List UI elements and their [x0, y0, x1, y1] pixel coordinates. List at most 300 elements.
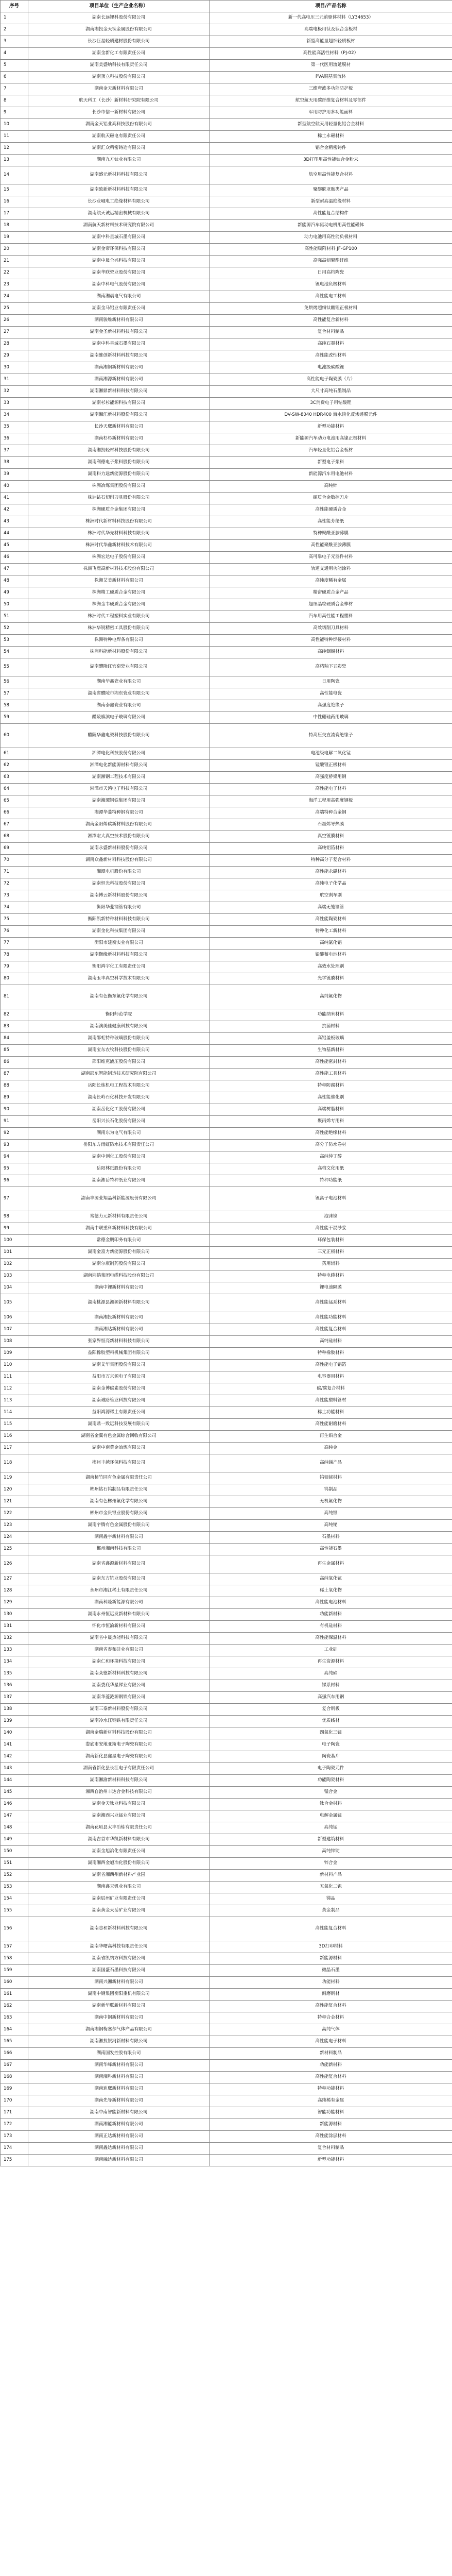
table-row — [1, 1021, 452, 1033]
row-index: 101 — [1, 1247, 28, 1259]
row-unit: 湖南宝东农牧科技股份有限公司 — [28, 1045, 210, 1057]
table-row — [1, 1128, 452, 1140]
row-index: 94 — [1, 1151, 28, 1163]
table-row — [1, 926, 452, 938]
row-index: 146 — [1, 1799, 28, 1810]
row-product: 稀土永磁材料 — [210, 131, 452, 143]
row-product: 新型耐高温绝缘材料 — [210, 196, 452, 208]
table-row — [1, 1080, 452, 1092]
row-product: 新材料产品 — [210, 1870, 452, 1882]
row-index: 141 — [1, 1739, 28, 1751]
row-product: 光学镀膜材料 — [210, 973, 452, 985]
row-unit: 湖南顶立科技股份有限公司 — [28, 72, 210, 83]
row-unit: 湖南中联重科新材料科技有限公司 — [28, 1223, 210, 1235]
row-product: 新能源材料 — [210, 2119, 452, 2131]
row-product: 三元正极材料 — [210, 1247, 452, 1259]
row-unit: 湖南湘投轻材科技股份有限公司 — [28, 445, 210, 457]
row-unit: 湖南省凯纳方科技有限公司 — [28, 1953, 210, 1965]
table-header-row — [1, 1, 452, 12]
row-unit: 湖南中晟全兴科技有限公司 — [28, 256, 210, 267]
row-product: 功能陶瓷材料 — [210, 1775, 452, 1787]
table-row — [1, 1555, 452, 1573]
row-index: 4 — [1, 48, 28, 60]
table-row — [1, 1763, 452, 1775]
row-product: 功能新材料 — [210, 2060, 452, 2072]
table-row — [1, 878, 452, 890]
row-index: 102 — [1, 1259, 28, 1270]
row-unit: 衡阳鸿宇化工有限责任公司 — [28, 961, 210, 973]
table-row — [1, 398, 452, 410]
row-product: 高端电极用钛及钛合金板材 — [210, 24, 452, 36]
row-unit: 湘潭市天鸿电子科技有限公司 — [28, 784, 210, 795]
table-row — [1, 2048, 452, 2060]
row-unit: 湖南长岭石化科技开发有限公司 — [28, 1092, 210, 1104]
row-product: 高纯锌 — [210, 481, 452, 493]
row-index: 93 — [1, 1140, 28, 1151]
table-row — [1, 410, 452, 421]
row-unit: 湖南玉丰真空科学技术有限公司 — [28, 973, 210, 985]
row-index: 33 — [1, 398, 28, 410]
row-index: 68 — [1, 831, 28, 843]
row-unit: 湖南新华联新材料有限公司 — [28, 2001, 210, 2012]
row-index: 66 — [1, 807, 28, 819]
row-unit: 湘潭电机股份有限公司 — [28, 867, 210, 878]
row-index: 140 — [1, 1727, 28, 1739]
row-unit: 湖南湘投银河新材料有限公司 — [28, 2036, 210, 2048]
row-unit: 湖南金圣新材料科技有限公司 — [28, 327, 210, 338]
row-product: 高性能复合材料 — [210, 1917, 452, 1941]
row-unit: 衡阳市建衡实业有限公司 — [28, 938, 210, 950]
row-unit: 湖南先导新材料有限公司 — [28, 2095, 210, 2107]
row-product: 海洋工程用高强度钢板 — [210, 795, 452, 807]
row-unit: 株洲时代华先材料科技有限公司 — [28, 528, 210, 540]
row-product: 轨道交通用功能涂料 — [210, 564, 452, 575]
row-index: 67 — [1, 819, 28, 831]
table-row — [1, 2119, 452, 2131]
row-index: 164 — [1, 2024, 28, 2036]
row-index: 170 — [1, 2095, 28, 2107]
table-row — [1, 2107, 452, 2119]
table-row — [1, 374, 452, 386]
table-body — [1, 12, 452, 2166]
row-product: 功能纳米材料 — [210, 1009, 452, 1021]
row-product: 锑系材料 — [210, 1680, 452, 1692]
row-index: 158 — [1, 1953, 28, 1965]
row-index: 171 — [1, 2107, 28, 2119]
row-index: 46 — [1, 552, 28, 564]
row-unit: 湖南永盛新材料股份有限公司 — [28, 843, 210, 855]
row-index: 95 — [1, 1163, 28, 1175]
table-row — [1, 760, 452, 772]
table-row — [1, 1597, 452, 1609]
table-row — [1, 1407, 452, 1419]
row-unit: 湖南有色衡东氟化学有限公司 — [28, 985, 210, 1009]
row-unit: 湖南湘能新材料有限公司 — [28, 2119, 210, 2131]
row-unit: 湖南湘晨电气有限公司 — [28, 291, 210, 303]
table-row — [1, 12, 452, 24]
table-row — [1, 184, 452, 196]
row-unit: 长沙业城电工绝缘材料有限公司 — [28, 196, 210, 208]
row-unit: 湖南博云新材料股份有限公司 — [28, 890, 210, 902]
row-product: 再生铅合金 — [210, 1431, 452, 1443]
row-unit: 湖南中钢新材料有限公司 — [28, 2012, 210, 2024]
row-product: 高性能电子铝箔 — [210, 1360, 452, 1371]
table-row — [1, 1810, 452, 1822]
table-row — [1, 950, 452, 961]
row-unit: 怀化市恒渝新材料有限公司 — [28, 1621, 210, 1633]
row-index: 88 — [1, 1080, 28, 1092]
row-index: 65 — [1, 795, 28, 807]
row-index: 43 — [1, 516, 28, 528]
row-product: 聚醚酰亚胺类产品 — [210, 184, 452, 196]
row-product: 汽车用高性能工程塑料 — [210, 611, 452, 623]
row-product: 高纯铟锡材料 — [210, 647, 452, 658]
row-product: 高性能保温材料 — [210, 1633, 452, 1645]
row-unit: 湖南美盛纳科技有限责任公司 — [28, 60, 210, 72]
row-product: 特种聚酰亚胺薄膜 — [210, 528, 452, 540]
table-row — [1, 2095, 452, 2107]
row-unit: 醴陵旗滨电子玻璃有限公司 — [28, 712, 210, 724]
row-index: 2 — [1, 24, 28, 36]
table-row — [1, 1443, 452, 1454]
row-product: 高性能复合结构件 — [210, 208, 452, 220]
row-unit: 湖南众德新材料科技有限公司 — [28, 1668, 210, 1680]
table-row — [1, 1175, 452, 1187]
table-row — [1, 208, 452, 220]
row-product: 高性能陶瓷材料 — [210, 914, 452, 926]
table-row — [1, 1057, 452, 1069]
row-product: 电子陶瓷元件 — [210, 1763, 452, 1775]
row-unit: 湖南东为电气有限公司 — [28, 1128, 210, 1140]
row-index: 78 — [1, 950, 28, 961]
table-row — [1, 166, 452, 184]
table-row — [1, 676, 452, 688]
table-row — [1, 48, 452, 60]
table-row — [1, 1211, 452, 1223]
row-unit: 湖南兴湘新材料有限公司 — [28, 1977, 210, 1989]
table-row — [1, 516, 452, 528]
table-row — [1, 1348, 452, 1360]
row-product: 电池级碳酸锂 — [210, 362, 452, 374]
row-unit: 长沙天鹰新材料有限公司 — [28, 421, 210, 433]
row-index: 56 — [1, 676, 28, 688]
table-row — [1, 1383, 452, 1395]
row-index: 144 — [1, 1775, 28, 1787]
row-product: 高性能塑料管材 — [210, 1395, 452, 1407]
row-index: 155 — [1, 1905, 28, 1917]
table-row — [1, 1905, 452, 1917]
row-index: 59 — [1, 712, 28, 724]
row-unit: 湖南湘源新材料有限公司 — [28, 374, 210, 386]
table-row — [1, 493, 452, 504]
row-product: 新材料制品 — [210, 2048, 452, 2060]
row-index: 40 — [1, 481, 28, 493]
row-index: 124 — [1, 1532, 28, 1544]
row-product: 高纯铝箔材料 — [210, 843, 452, 855]
table-row — [1, 623, 452, 635]
row-unit: 湖南永州恒远发新材料有限公司 — [28, 1609, 210, 1621]
row-product: 高效水处理剂 — [210, 961, 452, 973]
row-index: 31 — [1, 374, 28, 386]
row-product: 3D打印用高性能钛合金粉末 — [210, 155, 452, 166]
table-row — [1, 155, 452, 166]
table-row — [1, 1751, 452, 1763]
table-row — [1, 688, 452, 700]
row-product: 电池级电解二氧化锰 — [210, 748, 452, 760]
row-product: 特种橡胶材料 — [210, 1348, 452, 1360]
row-unit: 湖南金旭冶化有限责任公司 — [28, 1846, 210, 1858]
row-unit: 湖南维创新材料科技有限公司 — [28, 350, 210, 362]
row-unit: 湖南汇众精密铸造有限公司 — [28, 143, 210, 155]
row-unit: 湖南众鑫新材料科技股份有限公司 — [28, 855, 210, 867]
row-index: 114 — [1, 1407, 28, 1419]
row-index: 160 — [1, 1977, 28, 1989]
row-index: 83 — [1, 1021, 28, 1033]
row-product: 3C消费电子用钴酸锂 — [210, 398, 452, 410]
table-row — [1, 712, 452, 724]
row-product: 石墨烯导热膜 — [210, 819, 452, 831]
row-unit: 湖南邵东智能制造技术研究院有限公司 — [28, 1069, 210, 1080]
row-index: 106 — [1, 1312, 28, 1324]
table-row — [1, 1727, 452, 1739]
row-product: 有机硅材料 — [210, 1621, 452, 1633]
row-index: 60 — [1, 724, 28, 748]
table-row — [1, 831, 452, 843]
row-unit: 湖南湘渝新材料科技有限公司 — [28, 1775, 210, 1787]
row-index: 117 — [1, 1443, 28, 1454]
row-product: 高纯硅材料 — [210, 1336, 452, 1348]
row-index: 39 — [1, 469, 28, 481]
row-unit: 湖南泰鑫瓷业有限公司 — [28, 700, 210, 712]
row-product: 汽车轻量化铝合金板材 — [210, 445, 452, 457]
row-index: 133 — [1, 1645, 28, 1656]
row-index: 51 — [1, 611, 28, 623]
row-index: 81 — [1, 985, 28, 1009]
row-unit: 醴陵华鑫电瓷科技股份有限公司 — [28, 724, 210, 748]
row-product: 锂离子电池材料 — [210, 1187, 452, 1211]
row-index: 62 — [1, 760, 28, 772]
table-row — [1, 1893, 452, 1905]
row-index: 99 — [1, 1223, 28, 1235]
table-row — [1, 72, 452, 83]
row-index: 154 — [1, 1893, 28, 1905]
row-product: 电子陶瓷 — [210, 1739, 452, 1751]
table-row — [1, 24, 452, 36]
row-unit: 湖南金化科技集团有限公司 — [28, 926, 210, 938]
row-index: 125 — [1, 1544, 28, 1555]
table-row — [1, 2012, 452, 2024]
row-index: 134 — [1, 1656, 28, 1668]
row-index: 153 — [1, 1882, 28, 1893]
row-unit: 湖南致新新材料科技有限公司 — [28, 184, 210, 196]
row-product: 高档釉下五彩瓷 — [210, 658, 452, 676]
row-unit: 湖南科隆新能源有限公司 — [28, 1597, 210, 1609]
table-row — [1, 1775, 452, 1787]
table-row — [1, 1645, 452, 1656]
row-index: 108 — [1, 1336, 28, 1348]
table-row — [1, 784, 452, 795]
row-index: 24 — [1, 291, 28, 303]
row-unit: 益阳橡胶塑料机械集团有限公司 — [28, 1348, 210, 1360]
row-unit: 张家界恒亮新材料科技有限公司 — [28, 1336, 210, 1348]
row-product: 新型航空航天用轻量化铝合金材料 — [210, 119, 452, 131]
row-product: 耐磨钢材 — [210, 1989, 452, 2001]
row-product: 大尺寸高纯石墨制品 — [210, 386, 452, 398]
row-unit: 湖南湘钢新材料有限公司 — [28, 362, 210, 374]
row-index: 30 — [1, 362, 28, 374]
row-product: 高性能功能材料 — [210, 1312, 452, 1324]
table-row — [1, 1312, 452, 1324]
row-product: 精密硬质合金产品 — [210, 587, 452, 599]
table-row — [1, 647, 452, 658]
row-unit: 湖南湘江新材料股份有限公司 — [28, 410, 210, 421]
row-product: 高性能特种焊接材料 — [210, 635, 452, 647]
table-row — [1, 504, 452, 516]
row-index: 32 — [1, 386, 28, 398]
row-unit: 湖南杉杉新材料有限公司 — [28, 433, 210, 445]
row-product: 特高压交直流瓷绝缘子 — [210, 724, 452, 748]
row-product: 高性能绝缘材料 — [210, 1128, 452, 1140]
row-product: 新型高能量超细轻质板材 — [210, 36, 452, 48]
row-unit: 湖南澳美佳健康科技有限公司 — [28, 1021, 210, 1033]
table-row — [1, 807, 452, 819]
row-index: 98 — [1, 1211, 28, 1223]
row-unit: 湘西自治州丰达合金科技有限公司 — [28, 1787, 210, 1799]
row-unit: 湖南金天新材料有限公司 — [28, 83, 210, 95]
row-index: 142 — [1, 1751, 28, 1763]
row-index: 19 — [1, 232, 28, 244]
row-unit: 湖南国盛石墨科技有限公司 — [28, 1965, 210, 1977]
row-product: 高性能芳纶纸 — [210, 516, 452, 528]
row-index: 121 — [1, 1496, 28, 1508]
row-index: 152 — [1, 1870, 28, 1882]
row-product: 药用辅料 — [210, 1259, 452, 1270]
row-index: 168 — [1, 2072, 28, 2083]
row-index: 12 — [1, 143, 28, 155]
row-unit: 湖南湘西金旭冶化股份有限公司 — [28, 1858, 210, 1870]
row-product: 高性能工具材料 — [210, 1069, 452, 1080]
row-index: 173 — [1, 2131, 28, 2143]
row-index: 53 — [1, 635, 28, 647]
row-unit: 湖南湘钢工程技术有限公司 — [28, 772, 210, 784]
row-index: 89 — [1, 1092, 28, 1104]
table-row — [1, 143, 452, 155]
row-unit: 湖南诚路管业科技有限公司 — [28, 1395, 210, 1407]
row-product: 钛合金材料 — [210, 1799, 452, 1810]
row-index: 5 — [1, 60, 28, 72]
table-row — [1, 1941, 452, 1953]
row-product: 航空航天用碳纤维复合材料及零部件 — [210, 95, 452, 107]
row-unit: 航天科工（长沙）新材料研究院有限公司 — [28, 95, 210, 107]
row-unit: 湖南华峰新材料有限公司 — [28, 2060, 210, 2072]
row-product: 高性能锰系材料 — [210, 1294, 452, 1312]
row-index: 7 — [1, 83, 28, 95]
row-index: 38 — [1, 457, 28, 469]
row-product: 石墨材料 — [210, 1532, 452, 1544]
table-row — [1, 700, 452, 712]
row-product: 新能源汽车用电池材料 — [210, 469, 452, 481]
row-unit: 湖南辰州矿业有限责任公司 — [28, 1893, 210, 1905]
row-unit: 湖南黄金天岳矿业有限公司 — [28, 1905, 210, 1917]
row-product: 航空用高性能复合材料 — [210, 166, 452, 184]
row-index: 36 — [1, 433, 28, 445]
table-row — [1, 338, 452, 350]
row-index: 6 — [1, 72, 28, 83]
row-product: 高性能电子陶瓷膜（片） — [210, 374, 452, 386]
row-index: 8 — [1, 95, 28, 107]
row-index: 54 — [1, 647, 28, 658]
row-unit: 湖南醴陵红官窑瓷业有限公司 — [28, 658, 210, 676]
row-product: 高纯金 — [210, 1443, 452, 1454]
row-index: 165 — [1, 2036, 28, 2048]
table-row — [1, 1834, 452, 1846]
row-index: 169 — [1, 2083, 28, 2095]
row-product: 高性能吸附材料 JF-GP100 — [210, 244, 452, 256]
row-unit: 湘潭电化科技股份有限公司 — [28, 748, 210, 760]
table-row — [1, 575, 452, 587]
row-unit: 湖南花垣县太丰冶炼有限责任公司 — [28, 1822, 210, 1834]
table-row — [1, 902, 452, 914]
row-product: 电容器用材料 — [210, 1371, 452, 1383]
row-index: 143 — [1, 1763, 28, 1775]
table-row — [1, 1917, 452, 1941]
table-row — [1, 457, 452, 469]
row-product: 工业硅 — [210, 1645, 452, 1656]
row-index: 85 — [1, 1045, 28, 1057]
table-row — [1, 1116, 452, 1128]
row-index: 21 — [1, 256, 28, 267]
table-row — [1, 1496, 452, 1508]
table-row — [1, 1532, 452, 1544]
row-index: 72 — [1, 878, 28, 890]
row-product: 新型功能材料 — [210, 2155, 452, 2166]
row-unit: 湖南省鑫源新材料有限公司 — [28, 1555, 210, 1573]
table-row — [1, 1585, 452, 1597]
table-row — [1, 1324, 452, 1336]
row-product: 复合材料制品 — [210, 2143, 452, 2155]
row-unit: 湖南科力远新能源股份有限公司 — [28, 469, 210, 481]
table-row — [1, 2072, 452, 2083]
row-unit: 湖南华曙高科技有限责任公司 — [28, 1941, 210, 1953]
row-product: 再生金属材料 — [210, 1555, 452, 1573]
row-unit: 湖南骏维新材料有限公司 — [28, 315, 210, 327]
row-unit: 株洲艾美新材料有限公司 — [28, 575, 210, 587]
row-unit: 湘潭华菱特种钢有限公司 — [28, 807, 210, 819]
table-row — [1, 1882, 452, 1893]
row-unit: 郴州丰越环保科技有限公司 — [28, 1454, 210, 1472]
row-index: 90 — [1, 1104, 28, 1116]
row-unit: 湖南金帝环保科技有限公司 — [28, 244, 210, 256]
row-product: 特种功能材料 — [210, 2083, 452, 2095]
table-row — [1, 1858, 452, 1870]
row-unit: 湖南国发控股有限公司 — [28, 2048, 210, 2060]
table-row — [1, 220, 452, 232]
table-row — [1, 267, 452, 279]
row-unit: 郴州钻石钨制品有限责任公司 — [28, 1484, 210, 1496]
row-product: 黄金制品 — [210, 1905, 452, 1917]
row-index: 157 — [1, 1941, 28, 1953]
row-index: 123 — [1, 1520, 28, 1532]
row-unit: 湖南鑫天钒业有限公司 — [28, 1882, 210, 1893]
row-index: 42 — [1, 504, 28, 516]
row-product: 微晶石墨 — [210, 1965, 452, 1977]
table-row — [1, 327, 452, 338]
row-product: 高纯气体 — [210, 2024, 452, 2036]
table-row — [1, 481, 452, 493]
header-index: 序号 — [1, 1, 28, 12]
row-index: 162 — [1, 2001, 28, 2012]
row-index: 145 — [1, 1787, 28, 1799]
